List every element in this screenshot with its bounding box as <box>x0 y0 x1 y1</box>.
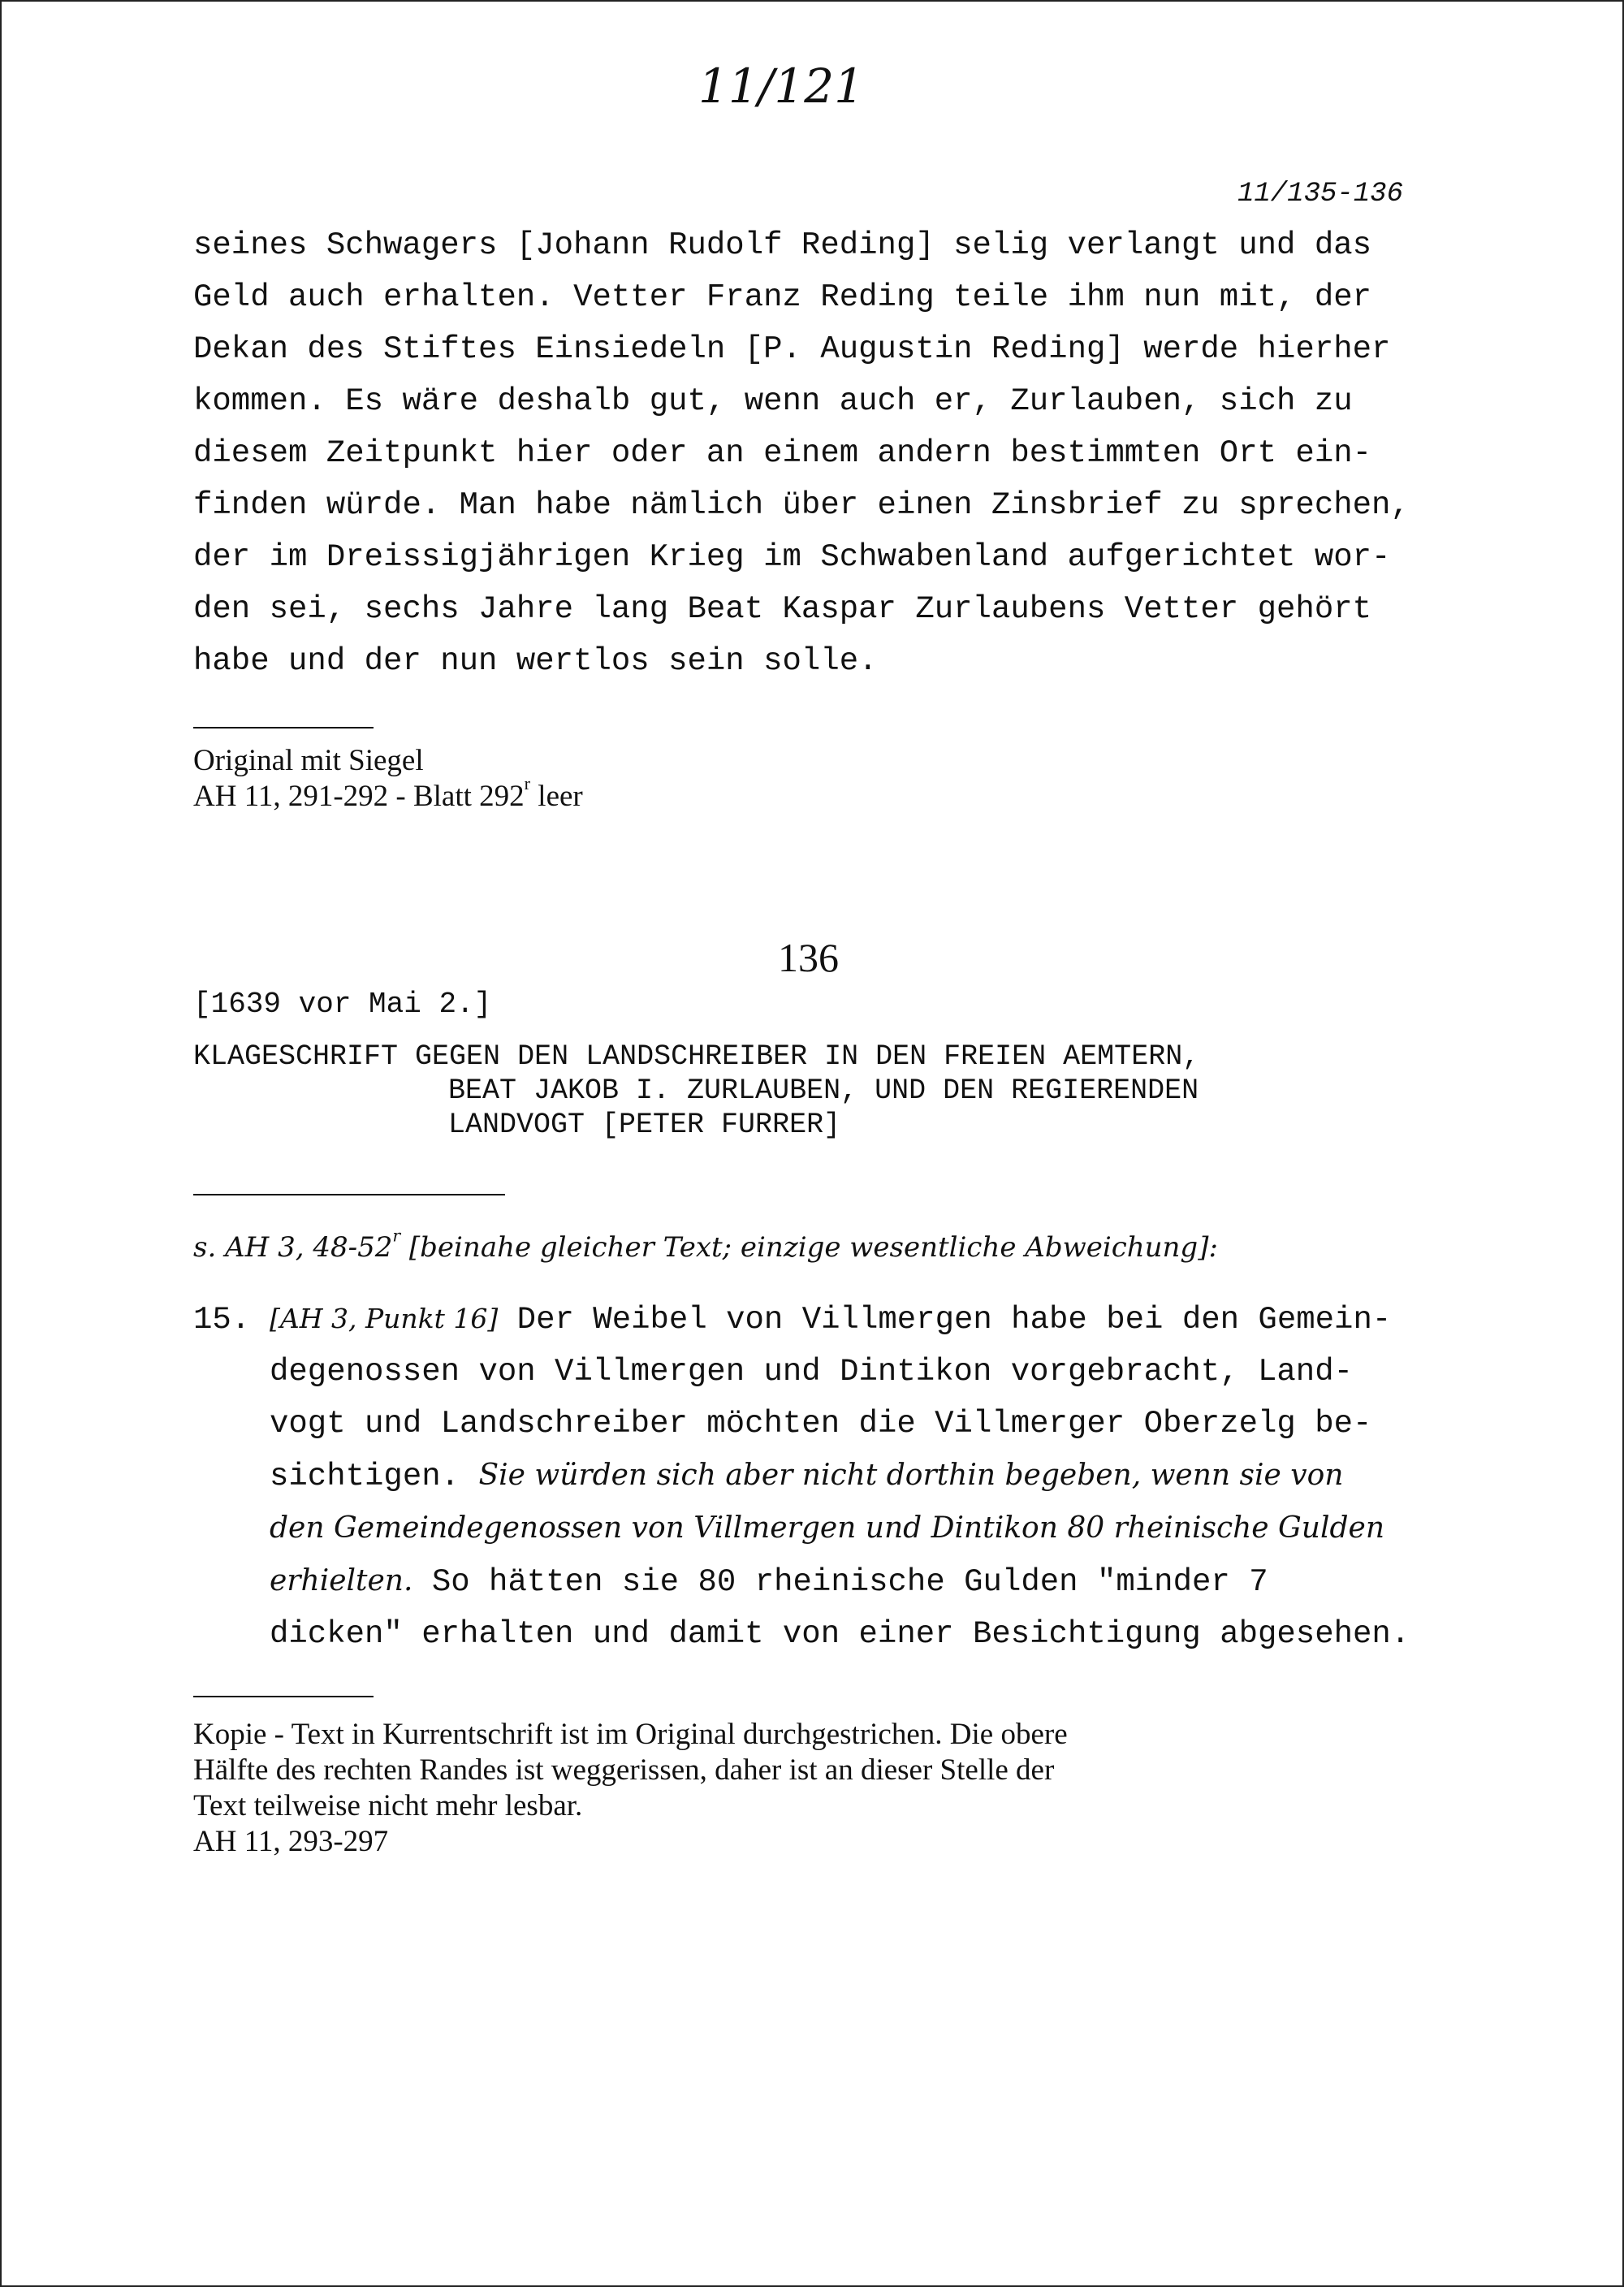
item-text: So hätten sie 80 rheinische Gulden "minder 7 <box>412 1564 1268 1600</box>
item-line: dicken" erhalten und damit von einer Besichtigung abgesehen. <box>270 1616 1410 1652</box>
item-line <box>193 1502 1410 1555</box>
item-15 <box>193 1293 1410 1660</box>
item-line: vogt und Landschreiber möchten die Villmerger Oberzelg be- <box>270 1406 1372 1442</box>
footnote-divider <box>193 1696 374 1697</box>
body-line: der im Dreissigjährigen Krieg im Schwabenland aufgerichtet wor- <box>193 539 1391 575</box>
document-date: [1639 vor Mai 2.] <box>193 988 492 1021</box>
handwritten-folio-number: 11/121 <box>698 58 865 114</box>
item-text: Der Weibel von Villmergen habe bei den Gemein- <box>498 1302 1392 1338</box>
title-line: LANDVOGT [PETER FURRER] <box>448 1109 841 1141</box>
cursive-text: Sie würden sich aber nicht dorthin begeben, wenn sie von <box>478 1459 1344 1492</box>
section-divider <box>193 1194 505 1195</box>
title-line: BEAT JAKOB I. ZURLAUBEN, UND DEN REGIERENDEN <box>448 1074 1199 1107</box>
document-number: 136 <box>778 935 839 980</box>
cursive-text: erhielten. <box>270 1564 413 1597</box>
superscript: r <box>524 773 531 794</box>
letter-body <box>193 219 1410 687</box>
source-note-line: Text teilweise nicht mehr lesbar. <box>193 1789 583 1822</box>
source-note-text: leer <box>530 780 583 813</box>
page-reference: 11/135-136 <box>1237 179 1403 210</box>
source-note-line: AH 11, 293-297 <box>193 1825 389 1858</box>
footnote-divider <box>193 727 374 728</box>
body-line: seines Schwagers [Johann Rudolf Reding] selig verlangt und das <box>193 227 1372 263</box>
document-title <box>193 1040 1199 1142</box>
source-note-line: Original mit Siegel <box>193 744 424 777</box>
item-line <box>193 1555 1410 1608</box>
cross-reference-text: [beinahe gleicher Text; einzige wesentliche Abweichung]: <box>400 1231 1218 1264</box>
body-line: den sei, sechs Jahre lang Beat Kaspar Zurlaubens Vetter gehört <box>193 591 1372 627</box>
source-note-1 <box>193 743 583 815</box>
item-line <box>193 1450 1410 1502</box>
source-note-line: Kopie - Text in Kurrentschrift ist im Original durchgestrichen. Die obere <box>193 1718 1068 1751</box>
cross-reference-text: s. AH 3, 48-52 <box>193 1231 393 1264</box>
body-line: habe und der nun wertlos sein solle. <box>193 643 878 679</box>
body-line: kommen. Es wäre deshalb gut, wenn auch er, Zurlauben, sich zu <box>193 383 1353 419</box>
cross-reference <box>193 1226 1218 1264</box>
title-line: KLAGESCHRIFT GEGEN DEN LANDSCHREIBER IN DEN FREIEN AEMTERN, <box>193 1040 1200 1073</box>
source-note-2 <box>193 1717 1068 1860</box>
cursive-text: den Gemeindegenossen von Villmergen und Dintikon 80 rheinische Gulden <box>270 1511 1385 1545</box>
source-note-line: Hälfte des rechten Randes ist weggerissen, daher ist an dieser Stelle der <box>193 1753 1055 1787</box>
item-line: degenossen von Villmergen und Dintikon vorgebracht, Land- <box>270 1354 1354 1390</box>
body-line: Geld auch erhalten. Vetter Franz Reding teile ihm nun mit, der <box>193 279 1372 315</box>
body-line: Dekan des Stiftes Einsiedeln [P. Augustin Reding] werde hierher <box>193 331 1391 367</box>
source-note-text: AH 11, 291-292 - Blatt 292 <box>193 780 525 813</box>
item-text: sichtigen. <box>270 1459 479 1494</box>
item-line <box>193 1293 1410 1346</box>
source-note-line <box>193 773 583 815</box>
body-line: diesem Zeitpunkt hier oder an einem andern bestimmten Ort ein- <box>193 435 1372 471</box>
item-number: 15. <box>193 1302 251 1338</box>
item-reference: [AH 3, Punkt 16] <box>270 1303 499 1334</box>
body-line: finden würde. Man habe nämlich über einen Zinsbrief zu sprechen, <box>193 487 1410 523</box>
superscript: r <box>392 1226 401 1246</box>
